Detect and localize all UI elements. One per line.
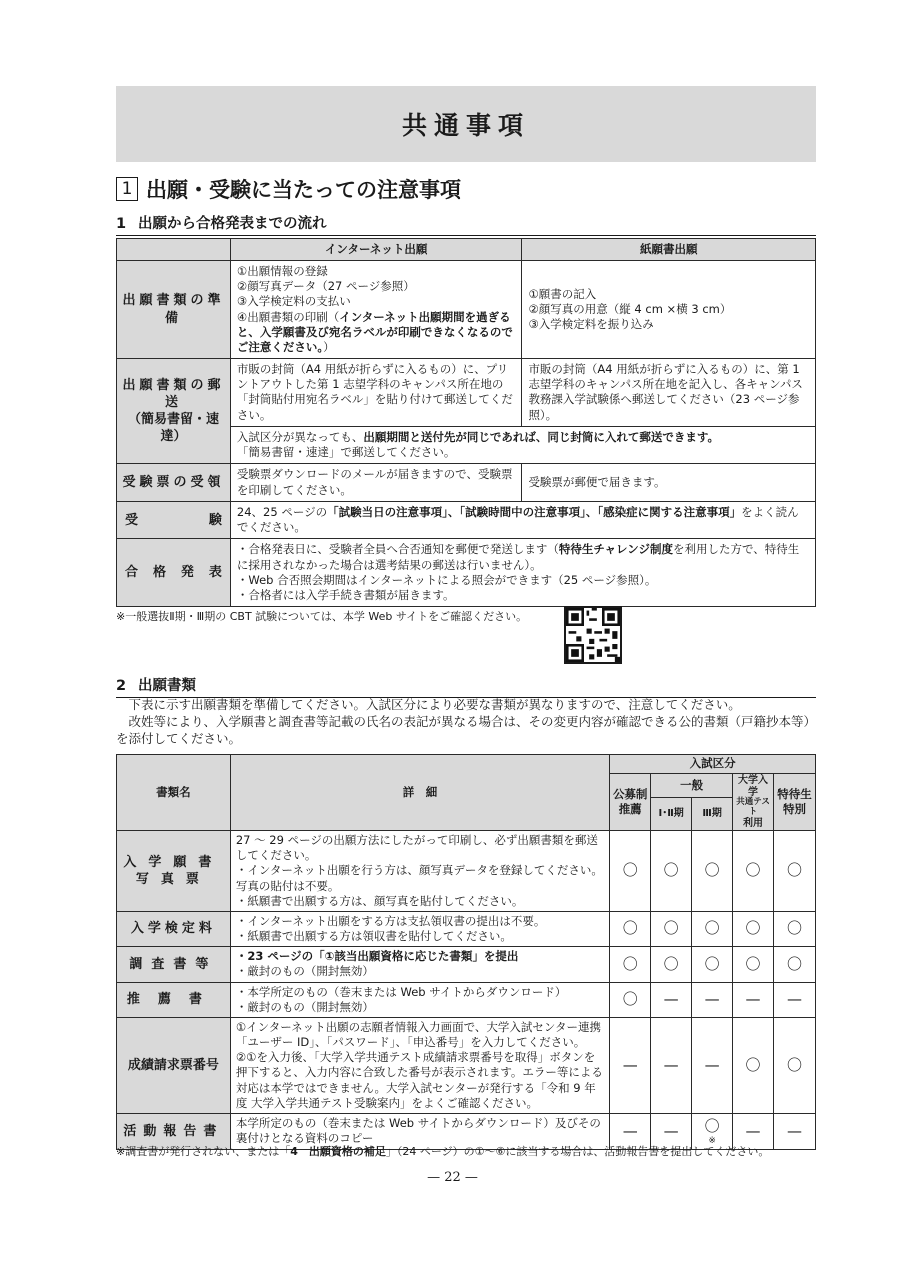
table-row: [117, 1017, 816, 1113]
list-item: ①出願情報の登録: [236, 264, 328, 278]
ticket-internet-cell: 受験票ダウンロードのメールが届きますので、受験票を印刷してください。: [230, 464, 522, 502]
text: ②①を入力後、「大学入学共通テスト成績請求票番号を取得」ボタンを押下すると、入力内容に合致した番号が表示されます。エラー等による対応は本学ではできません。大学入試センターが発行する「令和 9 年度 大学入学共通テスト受験案内」をよくご確認ください。: [235, 1050, 603, 1110]
label-char: 験: [208, 512, 222, 528]
detail-cell: 本学所定のもの（巻末または Web サイトからダウンロード）及びその裏付けとなる資料のコピー: [230, 1113, 609, 1149]
mark-circle: 〇: [651, 947, 692, 982]
mark-circle: 〇: [610, 947, 651, 982]
flow-table: [116, 238, 816, 607]
result-cell: [230, 539, 815, 607]
mark-circle: 〇: [704, 1117, 720, 1136]
row-label-prep: 出願書類の準備: [117, 261, 231, 359]
header-text: 共通テスト: [736, 797, 770, 817]
mark-dash: —: [774, 982, 816, 1017]
text: ・厳封のもの（開封無効）: [235, 964, 374, 979]
header-ippan: 一般: [651, 774, 733, 798]
row-label-application: [117, 831, 231, 912]
section-heading: [116, 174, 461, 204]
text: ※調査書が発行されない、または「: [116, 1145, 291, 1158]
detail-cell: [230, 1017, 609, 1113]
name-change-paragraph: 改姓等により、入学願書と調査書等記載の氏名の表記が異なる場合は、その変更内容が確認できる公的書類（戸籍抄本等）を添付してください。: [116, 714, 817, 746]
mark-circle: 〇: [610, 982, 651, 1017]
table-row: [117, 261, 816, 359]
text: ・紙願書で出願する方は、顔写真を貼付してください。: [235, 893, 524, 908]
header-category: 入試区分: [610, 755, 816, 774]
header-kyotsu: [733, 774, 774, 831]
list-item: ・合格者には入学手続き書類が届きます。: [236, 587, 455, 602]
text: ・本学所定のもの（巻末または Web サイトからダウンロード）: [235, 984, 567, 999]
documents-table: [116, 754, 816, 1150]
header-text: 利用: [743, 817, 764, 829]
text: ①インターネット出願の志願者情報入力画面で、大学入試センター連携「ユーザー ID」、「パスワード」、「申込番号」を入力してください。: [235, 1019, 601, 1050]
row-label-fee: 入学検定料: [117, 911, 231, 946]
table-row: [117, 359, 816, 427]
header-detail: 詳 細: [230, 755, 609, 831]
table-row: [117, 982, 816, 1017]
page-number: — 22 —: [427, 1170, 478, 1185]
mark-dash: —: [651, 1017, 692, 1113]
detail-cell: [230, 982, 609, 1017]
bold-note: 4 出願資格の補足: [290, 1145, 386, 1158]
mark-dash: —: [692, 1017, 733, 1113]
table-row: [117, 947, 816, 982]
label-char: 合: [125, 565, 139, 581]
table-row: [117, 831, 816, 912]
header-ippan-12: Ⅰ･Ⅱ期: [651, 798, 692, 831]
subsection-heading-documents: [116, 674, 816, 698]
row-label-mail: [117, 359, 231, 464]
label-text: 出願書類の郵送: [122, 377, 225, 410]
row-label-ticket: 受験票の受領: [117, 464, 231, 502]
prep-internet-cell: [230, 261, 522, 359]
list-item: ②顔写真の用意（縦 4 cm ×横 3 cm）: [528, 301, 732, 316]
header-tokutai: [774, 774, 816, 831]
text: ・インターネット出願を行う方は、顔写真データを登録してください。写真の貼付は不要。: [235, 863, 603, 893]
bold-note: 「試験当日の注意事項」、「試験時間中の注意事項」、「感染症に関する注意事項」: [327, 505, 742, 520]
header-blank: [117, 239, 231, 261]
qr-code-icon[interactable]: [564, 606, 622, 664]
header-paper: 紙願書出願: [522, 239, 816, 261]
table-row: [117, 502, 816, 539]
header-text: 公募制: [612, 786, 648, 801]
text: ・23 ページの「①該当出願資格に応じた書類」を提出: [235, 949, 519, 964]
mark-dash: —: [651, 1113, 692, 1149]
header-text: 推薦: [618, 802, 642, 817]
banner-title: 共通事項: [401, 111, 530, 140]
header-text: 特待生: [777, 786, 812, 801]
list-item: [237, 310, 516, 356]
header-internet: インターネット出願: [230, 239, 522, 261]
table-header-row: [117, 755, 816, 774]
list-item: ②顔写真データ（27 ページ参照）: [236, 279, 415, 294]
mark-circle: 〇: [733, 1017, 774, 1113]
mark-circle: 〇: [733, 831, 774, 912]
table-row: [117, 464, 816, 502]
mark-circle: 〇: [651, 911, 692, 946]
exam-cell: [230, 502, 815, 539]
label-sub: （簡易書留・速達）: [127, 412, 219, 445]
mark-circle: 〇: [774, 911, 816, 946]
asterisk-mark: ※: [708, 1135, 716, 1146]
list-item: ・Web 合否照会期間はインターネットによる照会ができます（25 ページ参照）。: [236, 572, 657, 587]
detail-cell: [230, 947, 609, 982]
text: ・紙願書で出願する方は領収書を貼付してください。: [235, 929, 512, 944]
text: 入試区分が異なっても、: [236, 429, 364, 444]
mail-paper-cell: 市販の封筒（A4 用紙が折らずに入るもの）に、第 1 志望学科のキャンパス所在地を記入し、各キャンパス教務課入学試験係へ郵送してください（23 ページ参照）。: [522, 359, 816, 427]
bold-note: 特待生チャレンジ制度: [558, 542, 673, 557]
table-header-row: [117, 239, 816, 261]
text: 27 〜 29 ページの出願方法にしたがって印刷し、必ず出願書類を郵送してください。: [235, 833, 598, 863]
mark-circle: 〇: [774, 947, 816, 982]
text: ④出願書類の印刷（: [236, 309, 340, 324]
mark-circle: 〇: [692, 947, 733, 982]
list-item: ①願書の記入: [528, 286, 597, 301]
mark-circle: 〇: [774, 831, 816, 912]
header-koubo: [610, 774, 651, 831]
header-text: 大学入学: [738, 775, 769, 798]
bold-note: 出願期間と送付先が同じであれば、同じ封筒に入れて郵送できます。: [363, 429, 719, 444]
row-label-activity: 活動報告書: [117, 1113, 231, 1149]
mark-dash: —: [610, 1113, 651, 1149]
row-label-result: [117, 539, 231, 607]
note-cbt: ※一般選抜Ⅱ期・Ⅲ期の CBT 試験については、本学 Web サイトをご確認ください。: [116, 610, 528, 623]
row-label-report: 調査書等: [117, 947, 231, 982]
intro-paragraph: 下表に示す出願書類を準備してください。入試区分により必要な書類が異なりますので、注意してください。: [116, 697, 741, 712]
mark-circle: 〇: [733, 911, 774, 946]
text: ）: [323, 339, 335, 354]
header-text: 特別: [783, 802, 807, 817]
row-label-recommendation: 推薦書: [117, 982, 231, 1017]
label-char: 受: [125, 512, 139, 528]
label-text: 入学願書: [123, 854, 224, 870]
list-item: ③入学検定料を振り込み: [528, 317, 654, 332]
mark-circle: 〇: [774, 1017, 816, 1113]
mark-circle: 〇: [692, 831, 733, 912]
mark-dash: —: [733, 1113, 774, 1149]
ticket-paper-cell: 受験票が郵便で届きます。: [522, 464, 816, 502]
bold-note: インターネット出願期間を過ぎると、入学願書及び宛名ラベルが印刷できなくなるのでご注意ください。: [236, 309, 513, 354]
label-char: 発: [180, 565, 194, 581]
detail-cell: [230, 911, 609, 946]
subsection-number: 1: [116, 216, 127, 232]
section-number: 1: [116, 177, 138, 201]
row-label-exam: [117, 502, 231, 539]
mark-circle: 〇: [610, 831, 651, 912]
text: 24、25 ページの: [236, 505, 328, 520]
text: ・厳封のもの（開封無効）: [235, 999, 374, 1014]
banner: [116, 86, 816, 162]
table-row: [117, 911, 816, 946]
text: 」（24 ページ）の①〜⑥に該当する場合は、活動報告書を提出してください。: [385, 1145, 770, 1158]
subsection-heading-flow: [116, 212, 816, 236]
list-item: ③入学検定料の支払い: [236, 294, 351, 309]
subsection-title: 出願書類: [138, 678, 196, 694]
mark-circle: 〇: [610, 911, 651, 946]
label-char: 表: [208, 565, 222, 581]
mark-circle: 〇: [651, 831, 692, 912]
text: 「簡易書留・速達」で郵送してください。: [236, 444, 456, 459]
subsection-number: 2: [116, 678, 127, 694]
text: ・インターネット出願をする方は支払領収書の提出は不要。: [235, 913, 546, 928]
mark-circle: 〇: [692, 911, 733, 946]
mark-dash: —: [692, 982, 733, 1017]
prep-paper-cell: [522, 261, 816, 359]
mail-internet-cell: 市販の封筒（A4 用紙が折らずに入るもの）に、プリントアウトした第 1 志望学科のキャンパス所在地の「封筒貼付用宛名ラベル」を貼り付けて郵送してください。: [230, 359, 522, 427]
mark-dash: —: [610, 1017, 651, 1113]
mark-circle: 〇: [733, 947, 774, 982]
subsection-title: 出願から合格発表までの流れ: [138, 216, 327, 232]
text: ・合格発表日に、受験者全員へ合否通知を郵便で発送します（: [236, 542, 559, 557]
section-title: 出願・受験に当たっての注意事項: [146, 178, 461, 202]
label-char: 格: [152, 565, 166, 581]
detail-cell: [230, 831, 609, 912]
mark-dash: —: [651, 982, 692, 1017]
row-label-score-number: 成績請求票番号: [117, 1017, 231, 1113]
header-ippan-3: Ⅲ期: [692, 798, 733, 831]
label-text: 写真票: [135, 871, 211, 887]
mark-dash: —: [733, 982, 774, 1017]
mark-dash: —: [774, 1113, 816, 1149]
text: をよく読んでください。: [236, 505, 799, 535]
table-row: [117, 539, 816, 607]
mail-common-cell: [230, 426, 815, 463]
note-activity-report: [116, 1143, 769, 1159]
text: を利用した方で、特待生に採用されなかった場合は選考結果の郵送は行いません）。: [236, 542, 800, 572]
header-doc-name: 書類名: [117, 755, 231, 831]
